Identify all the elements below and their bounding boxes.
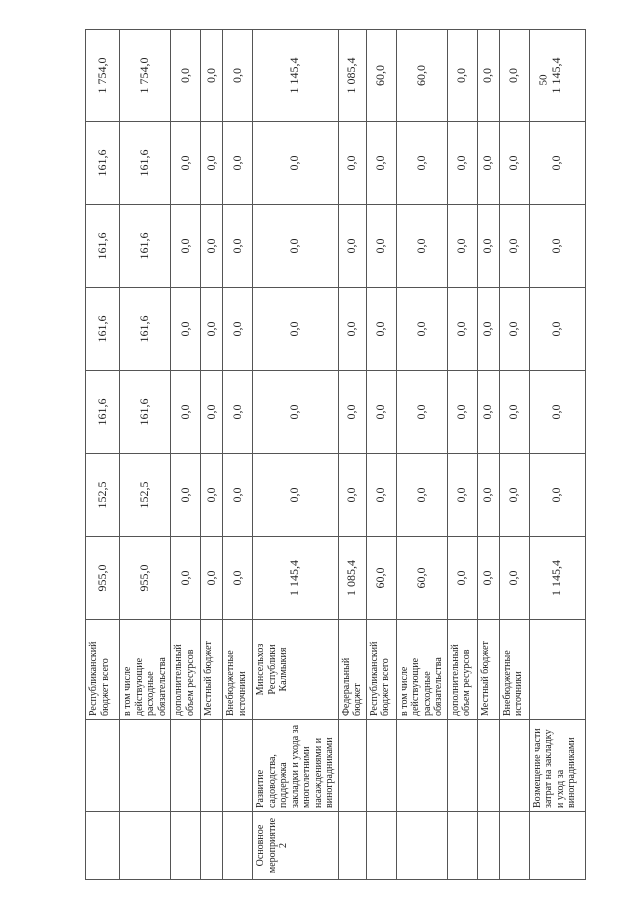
value-cell: 1 754,0 (86, 30, 120, 122)
cell-c3: дополнительный объем ресурсов (447, 620, 477, 720)
cell-c1: Основное мероприятие 2 (253, 812, 339, 880)
value-cell: 0,0 (223, 371, 253, 454)
cell-c3: в том числе действующие расходные обязательства (120, 620, 171, 720)
value-cell: 0,0 (396, 122, 447, 205)
value-cell: 0,0 (366, 454, 396, 537)
value-cell: 0,0 (338, 288, 366, 371)
value-cell: 0,0 (499, 371, 529, 454)
cell-c3: Республиканский бюджет всего (366, 620, 396, 720)
value-cell: 0,0 (201, 30, 223, 122)
page-number: 50 (537, 74, 550, 86)
table-row (120, 30, 171, 880)
cell-c1 (223, 812, 253, 880)
value-cell: 0,0 (253, 454, 339, 537)
value-cell: 0,0 (338, 371, 366, 454)
value-cell: 161,6 (86, 122, 120, 205)
cell-c2 (120, 720, 171, 812)
value-cell: 0,0 (201, 205, 223, 288)
cell-c3: Местный бюджет (477, 620, 499, 720)
cell-c1 (366, 812, 396, 880)
cell-c3: Внебюджетные источники (223, 620, 253, 720)
value-cell: 0,0 (223, 205, 253, 288)
value-cell: 0,0 (529, 122, 585, 205)
table-row (338, 30, 366, 880)
value-cell: 161,6 (120, 122, 171, 205)
cell-c2: Развитие садоводства, поддержка закладки и ухода за многолетними насаждениями и виноградниками (253, 720, 339, 812)
value-cell: 0,0 (499, 205, 529, 288)
value-cell: 0,0 (366, 122, 396, 205)
value-cell: 0,0 (529, 371, 585, 454)
value-cell: 1 145,4 (529, 537, 585, 620)
value-cell: 0,0 (477, 288, 499, 371)
value-cell: 0,0 (396, 454, 447, 537)
cell-c2 (396, 720, 447, 812)
table-row (201, 30, 223, 880)
value-cell: 0,0 (477, 205, 499, 288)
value-cell: 60,0 (396, 537, 447, 620)
cell-c2 (338, 720, 366, 812)
value-cell: 161,6 (120, 288, 171, 371)
value-cell: 0,0 (366, 371, 396, 454)
value-cell: 152,5 (120, 454, 171, 537)
cell-c3 (529, 620, 585, 720)
value-cell: 1 145,4 (253, 537, 339, 620)
value-cell: 1 145,4 (529, 30, 585, 122)
value-cell: 0,0 (171, 30, 201, 122)
cell-c2 (477, 720, 499, 812)
cell-c2 (366, 720, 396, 812)
value-cell: 0,0 (477, 30, 499, 122)
cell-c2 (499, 720, 529, 812)
value-cell: 0,0 (477, 454, 499, 537)
value-cell: 0,0 (529, 454, 585, 537)
value-cell: 0,0 (477, 371, 499, 454)
cell-c2 (223, 720, 253, 812)
value-cell: 1 085,4 (338, 537, 366, 620)
rotated-table-viewport (85, 30, 577, 880)
value-cell: 0,0 (171, 454, 201, 537)
cell-c2 (447, 720, 477, 812)
cell-c2 (86, 720, 120, 812)
table-row (477, 30, 499, 880)
value-cell: 60,0 (366, 30, 396, 122)
value-cell: 0,0 (201, 288, 223, 371)
value-cell: 0,0 (499, 288, 529, 371)
cell-c1 (171, 812, 201, 880)
cell-c1 (499, 812, 529, 880)
table-row (86, 30, 120, 880)
value-cell: 161,6 (86, 205, 120, 288)
cell-c2: Возмещение части затрат на закладку и уход за виноградниками (529, 720, 585, 812)
value-cell: 0,0 (201, 454, 223, 537)
table-row (253, 30, 339, 880)
value-cell: 0,0 (529, 288, 585, 371)
value-cell: 0,0 (171, 205, 201, 288)
value-cell: 0,0 (223, 288, 253, 371)
value-cell: 0,0 (223, 30, 253, 122)
cell-c1 (529, 812, 585, 880)
value-cell: 0,0 (499, 122, 529, 205)
value-cell: 955,0 (86, 537, 120, 620)
value-cell: 0,0 (223, 537, 253, 620)
value-cell: 0,0 (366, 288, 396, 371)
value-cell: 0,0 (447, 288, 477, 371)
table-row (499, 30, 529, 880)
value-cell: 0,0 (201, 371, 223, 454)
value-cell: 0,0 (253, 205, 339, 288)
value-cell: 0,0 (171, 371, 201, 454)
value-cell: 0,0 (338, 122, 366, 205)
value-cell: 0,0 (366, 205, 396, 288)
value-cell: 0,0 (201, 122, 223, 205)
value-cell: 0,0 (396, 371, 447, 454)
value-cell: 152,5 (86, 454, 120, 537)
value-cell: 161,6 (86, 371, 120, 454)
table-row (396, 30, 447, 880)
cell-c3: Минсельхоз Республики Калмыкия (253, 620, 339, 720)
value-cell: 0,0 (253, 122, 339, 205)
value-cell: 0,0 (253, 288, 339, 371)
cell-c1 (201, 812, 223, 880)
value-cell: 0,0 (338, 454, 366, 537)
table-row (223, 30, 253, 880)
value-cell: 0,0 (171, 537, 201, 620)
value-cell: 1 754,0 (120, 30, 171, 122)
value-cell: 0,0 (396, 205, 447, 288)
value-cell: 0,0 (201, 537, 223, 620)
table-row (529, 30, 585, 880)
value-cell: 0,0 (253, 371, 339, 454)
value-cell: 0,0 (396, 288, 447, 371)
value-cell: 0,0 (447, 205, 477, 288)
cell-c3: в том числе действующие расходные обязательства (396, 620, 447, 720)
value-cell: 0,0 (499, 537, 529, 620)
cell-c1 (120, 812, 171, 880)
value-cell: 0,0 (499, 454, 529, 537)
value-cell: 60,0 (366, 537, 396, 620)
table-row (171, 30, 201, 880)
value-cell: 0,0 (171, 288, 201, 371)
value-cell: 0,0 (529, 205, 585, 288)
table-sheet (85, 30, 577, 880)
cell-c1 (338, 812, 366, 880)
value-cell: 0,0 (447, 454, 477, 537)
cell-c1 (477, 812, 499, 880)
value-cell: 955,0 (120, 537, 171, 620)
value-cell: 0,0 (223, 454, 253, 537)
value-cell: 1 145,4 (253, 30, 339, 122)
table-body (86, 30, 586, 880)
cell-c2 (201, 720, 223, 812)
table-row (447, 30, 477, 880)
cell-c1 (86, 812, 120, 880)
value-cell: 0,0 (338, 205, 366, 288)
value-cell: 0,0 (447, 371, 477, 454)
cell-c1 (447, 812, 477, 880)
value-cell: 0,0 (171, 122, 201, 205)
cell-c3: Республиканский бюджет всего (86, 620, 120, 720)
value-cell: 60,0 (396, 30, 447, 122)
value-cell: 0,0 (499, 30, 529, 122)
value-cell: 161,6 (86, 288, 120, 371)
cell-c2 (171, 720, 201, 812)
value-cell: 161,6 (120, 371, 171, 454)
cell-c3: Внебюджетные источники (499, 620, 529, 720)
budget-table (85, 29, 586, 880)
value-cell: 0,0 (477, 122, 499, 205)
cell-c3: дополнительный объем ресурсов (171, 620, 201, 720)
value-cell: 0,0 (447, 537, 477, 620)
value-cell: 0,0 (477, 537, 499, 620)
table-row (366, 30, 396, 880)
value-cell: 1 085,4 (338, 30, 366, 122)
value-cell: 0,0 (447, 122, 477, 205)
value-cell: 0,0 (447, 30, 477, 122)
value-cell: 0,0 (223, 122, 253, 205)
cell-c1 (396, 812, 447, 880)
cell-c3: Федеральный бюджет (338, 620, 366, 720)
cell-c3: Местный бюджет (201, 620, 223, 720)
value-cell: 161,6 (120, 205, 171, 288)
